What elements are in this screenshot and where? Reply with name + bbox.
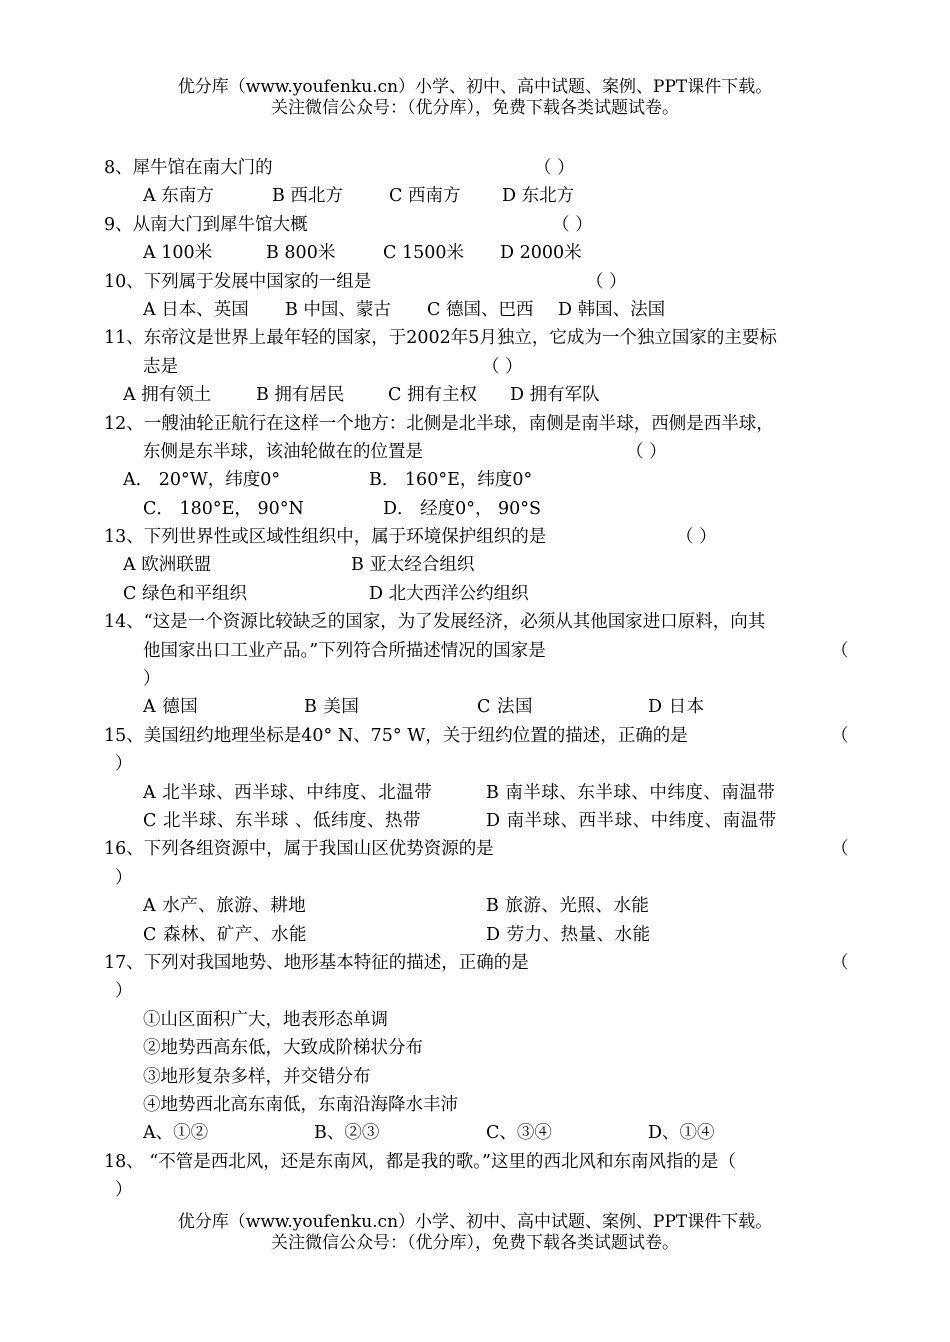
option-d: D 南半球、西半球、中纬度、南温带 (486, 810, 777, 831)
option-c: C 森林、矿产、水能 (143, 924, 307, 945)
option-c: C、③④ (486, 1123, 552, 1144)
answer-bracket-close: ） (115, 1180, 133, 1201)
question-8-options (0, 182, 950, 210)
option-d: D、①④ (648, 1123, 715, 1144)
page-footer (0, 1212, 950, 1254)
answer-bracket-open: （ (831, 952, 849, 973)
option-d: D 2000米 (500, 243, 582, 264)
option-a: A 水产、旅游、耕地 (143, 896, 307, 917)
question-18 (0, 1148, 950, 1176)
option-c: C 西南方 (389, 186, 461, 207)
footer-line-2: 关注微信公众号：（优分库），免费下载各类试题试卷。 (271, 1233, 679, 1253)
question-stem: 8、犀牛馆在南大门的 (104, 158, 273, 178)
question-17-bracket-close (0, 977, 950, 1005)
question-stem: 10、下列属于发展中国家的一组是 (104, 271, 372, 292)
option-b: B、②③ (314, 1123, 380, 1144)
question-17 (0, 949, 950, 977)
question-10-options (0, 296, 950, 324)
option-b: B 亚太经合组织 (351, 555, 475, 576)
question-14-cont (0, 637, 950, 665)
answer-bracket-close: ） (115, 867, 133, 888)
option-c: C 法国 (477, 697, 533, 718)
option-c: C 1500米 (383, 243, 464, 264)
statement: ③地形复杂多样，并交错分布 (143, 1066, 371, 1087)
footer-line-1: 优分库（www.youfenku.cn）小学、初中、高中试题、案例、PPT课件下载。 (177, 1212, 773, 1232)
question-stem-cont: 他国家出口工业产品。”下列符合所描述情况的国家是 (143, 640, 546, 661)
option-a: A 北半球、西半球、中纬度、北温带 (143, 782, 433, 803)
question-12-options-ab (0, 466, 950, 494)
option-b: B 西北方 (272, 186, 343, 207)
answer-bracket-open: （ (831, 839, 849, 860)
question-15-options-cd (0, 807, 950, 835)
question-18-bracket-close (0, 1176, 950, 1204)
option-a: A 100米 (143, 243, 213, 264)
question-stem: 12、一艘油轮正航行在这样一个地方：北侧是北半球，南侧是南半球，西侧是西半球， (104, 413, 774, 434)
option-b: B 800米 (266, 243, 336, 264)
question-17-statement-1 (0, 1006, 950, 1034)
answer-bracket-close: ） (143, 669, 161, 690)
question-11 (0, 324, 950, 352)
question-13 (0, 523, 950, 551)
question-8 (0, 154, 950, 182)
question-17-options (0, 1119, 950, 1147)
option-c: C 北半球、东半球 、低纬度、热带 (143, 810, 422, 831)
answer-bracket-open: （ (831, 640, 849, 661)
question-11-options (0, 381, 950, 409)
question-13-options-ab (0, 551, 950, 579)
option-b: B 中国、蒙古 (285, 299, 391, 320)
question-16-options-ab (0, 892, 950, 920)
question-13-options-cd (0, 580, 950, 608)
statement: ①山区面积广大，地表形态单调 (143, 1009, 388, 1030)
question-12 (0, 410, 950, 438)
answer-bracket-open: （ (831, 725, 849, 746)
option-a: A 德国 (143, 697, 199, 718)
option-b: B 南半球、东半球、中纬度、南温带 (486, 782, 776, 803)
option-c: C 德国、巴西 (427, 299, 534, 320)
question-14-options (0, 693, 950, 721)
question-12-cont (0, 438, 950, 466)
question-15-bracket-close (0, 750, 950, 778)
option-d: D 劳力、热量、水能 (486, 924, 651, 945)
option-b: B． 160°E，纬度0° (369, 470, 533, 491)
question-stem: 16、下列各组资源中，属于我国山区优势资源的是 (104, 839, 494, 860)
option-c: C 绿色和平组织 (123, 583, 247, 604)
option-b: B 拥有居民 (256, 385, 345, 406)
answer-bracket: （ ） (552, 214, 593, 235)
question-stem: 11、东帝汶是世界上最年轻的国家，于2002年5月独立，它成为一个独立国家的主要标 (104, 328, 777, 349)
header-line-2: 关注微信公众号：（优分库），免费下载各类试题试卷。 (271, 98, 679, 118)
question-16-bracket-close (0, 864, 950, 892)
answer-bracket: （ ） (626, 441, 667, 462)
option-a: A 东南方 (143, 186, 214, 207)
question-9-options (0, 239, 950, 267)
option-d: D 拥有军队 (510, 385, 600, 406)
option-d: D 东北方 (502, 186, 575, 207)
question-stem: 9、从南大门到犀牛馆大概 (104, 214, 308, 235)
option-d: D 日本 (648, 697, 705, 718)
option-d: D 北大西洋公约组织 (369, 583, 529, 604)
question-14-bracket-close (0, 665, 950, 693)
header-line-1: 优分库（www.youfenku.cn）小学、初中、高中试题、案例、PPT课件下载。 (177, 77, 773, 97)
option-a: A 拥有领土 (123, 385, 212, 406)
option-a: A． 20°W，纬度0° (123, 470, 281, 491)
option-a: A 欧洲联盟 (123, 555, 212, 576)
question-stem: 18、 “不管是西北风，还是东南风，都是我的歌。”这里的西北风和东南风指的是（ (104, 1151, 736, 1172)
question-17-statement-3 (0, 1063, 950, 1091)
option-a: A、①② (143, 1123, 209, 1144)
question-14 (0, 608, 950, 636)
page-header (0, 77, 950, 119)
question-16 (0, 835, 950, 863)
option-c: C． 180°E， 90°N (143, 498, 304, 519)
option-c: C 拥有主权 (388, 385, 477, 406)
option-b: B 旅游、光照、水能 (486, 896, 650, 917)
question-stem-cont: 志是 (143, 356, 178, 377)
question-stem: 14、“这是一个资源比较缺乏的国家，为了发展经济，必须从其他国家进口原料，向其 (104, 612, 766, 633)
answer-bracket: （ ） (586, 271, 627, 292)
question-stem: 13、下列世界性或区域性组织中，属于环境保护组织的是 (104, 527, 547, 548)
answer-bracket: （ ） (534, 158, 575, 178)
statement: ④地势西北高东南低，东南沿海降水丰沛 (143, 1094, 458, 1115)
option-d: D． 经度0°， 90°S (383, 498, 542, 519)
question-10 (0, 268, 950, 296)
option-a: A 日本、英国 (143, 299, 249, 320)
question-list (0, 154, 950, 1204)
question-17-statement-2 (0, 1034, 950, 1062)
question-15 (0, 722, 950, 750)
question-9 (0, 211, 950, 239)
question-15-options-ab (0, 779, 950, 807)
question-stem: 15、美国纽约地理坐标是40° N、75° W，关于纽约位置的描述，正确的是 (104, 725, 688, 746)
answer-bracket-close: ） (115, 981, 133, 1002)
statement: ②地势西高东低，大致成阶梯状分布 (143, 1038, 423, 1059)
question-16-options-cd (0, 921, 950, 949)
answer-bracket: （ ） (482, 356, 523, 377)
question-11-cont (0, 353, 950, 381)
option-b: B 美国 (304, 697, 360, 718)
question-stem: 17、下列对我国地势、地形基本特征的描述，正确的是 (104, 952, 529, 973)
question-stem-cont: 东侧是东半球，该油轮做在的位置是 (143, 441, 423, 462)
question-12-options-cd (0, 495, 950, 523)
answer-bracket: （ ） (676, 527, 717, 548)
option-d: D 韩国、法国 (558, 299, 666, 320)
question-17-statement-4 (0, 1091, 950, 1119)
answer-bracket-close: ） (115, 754, 133, 775)
